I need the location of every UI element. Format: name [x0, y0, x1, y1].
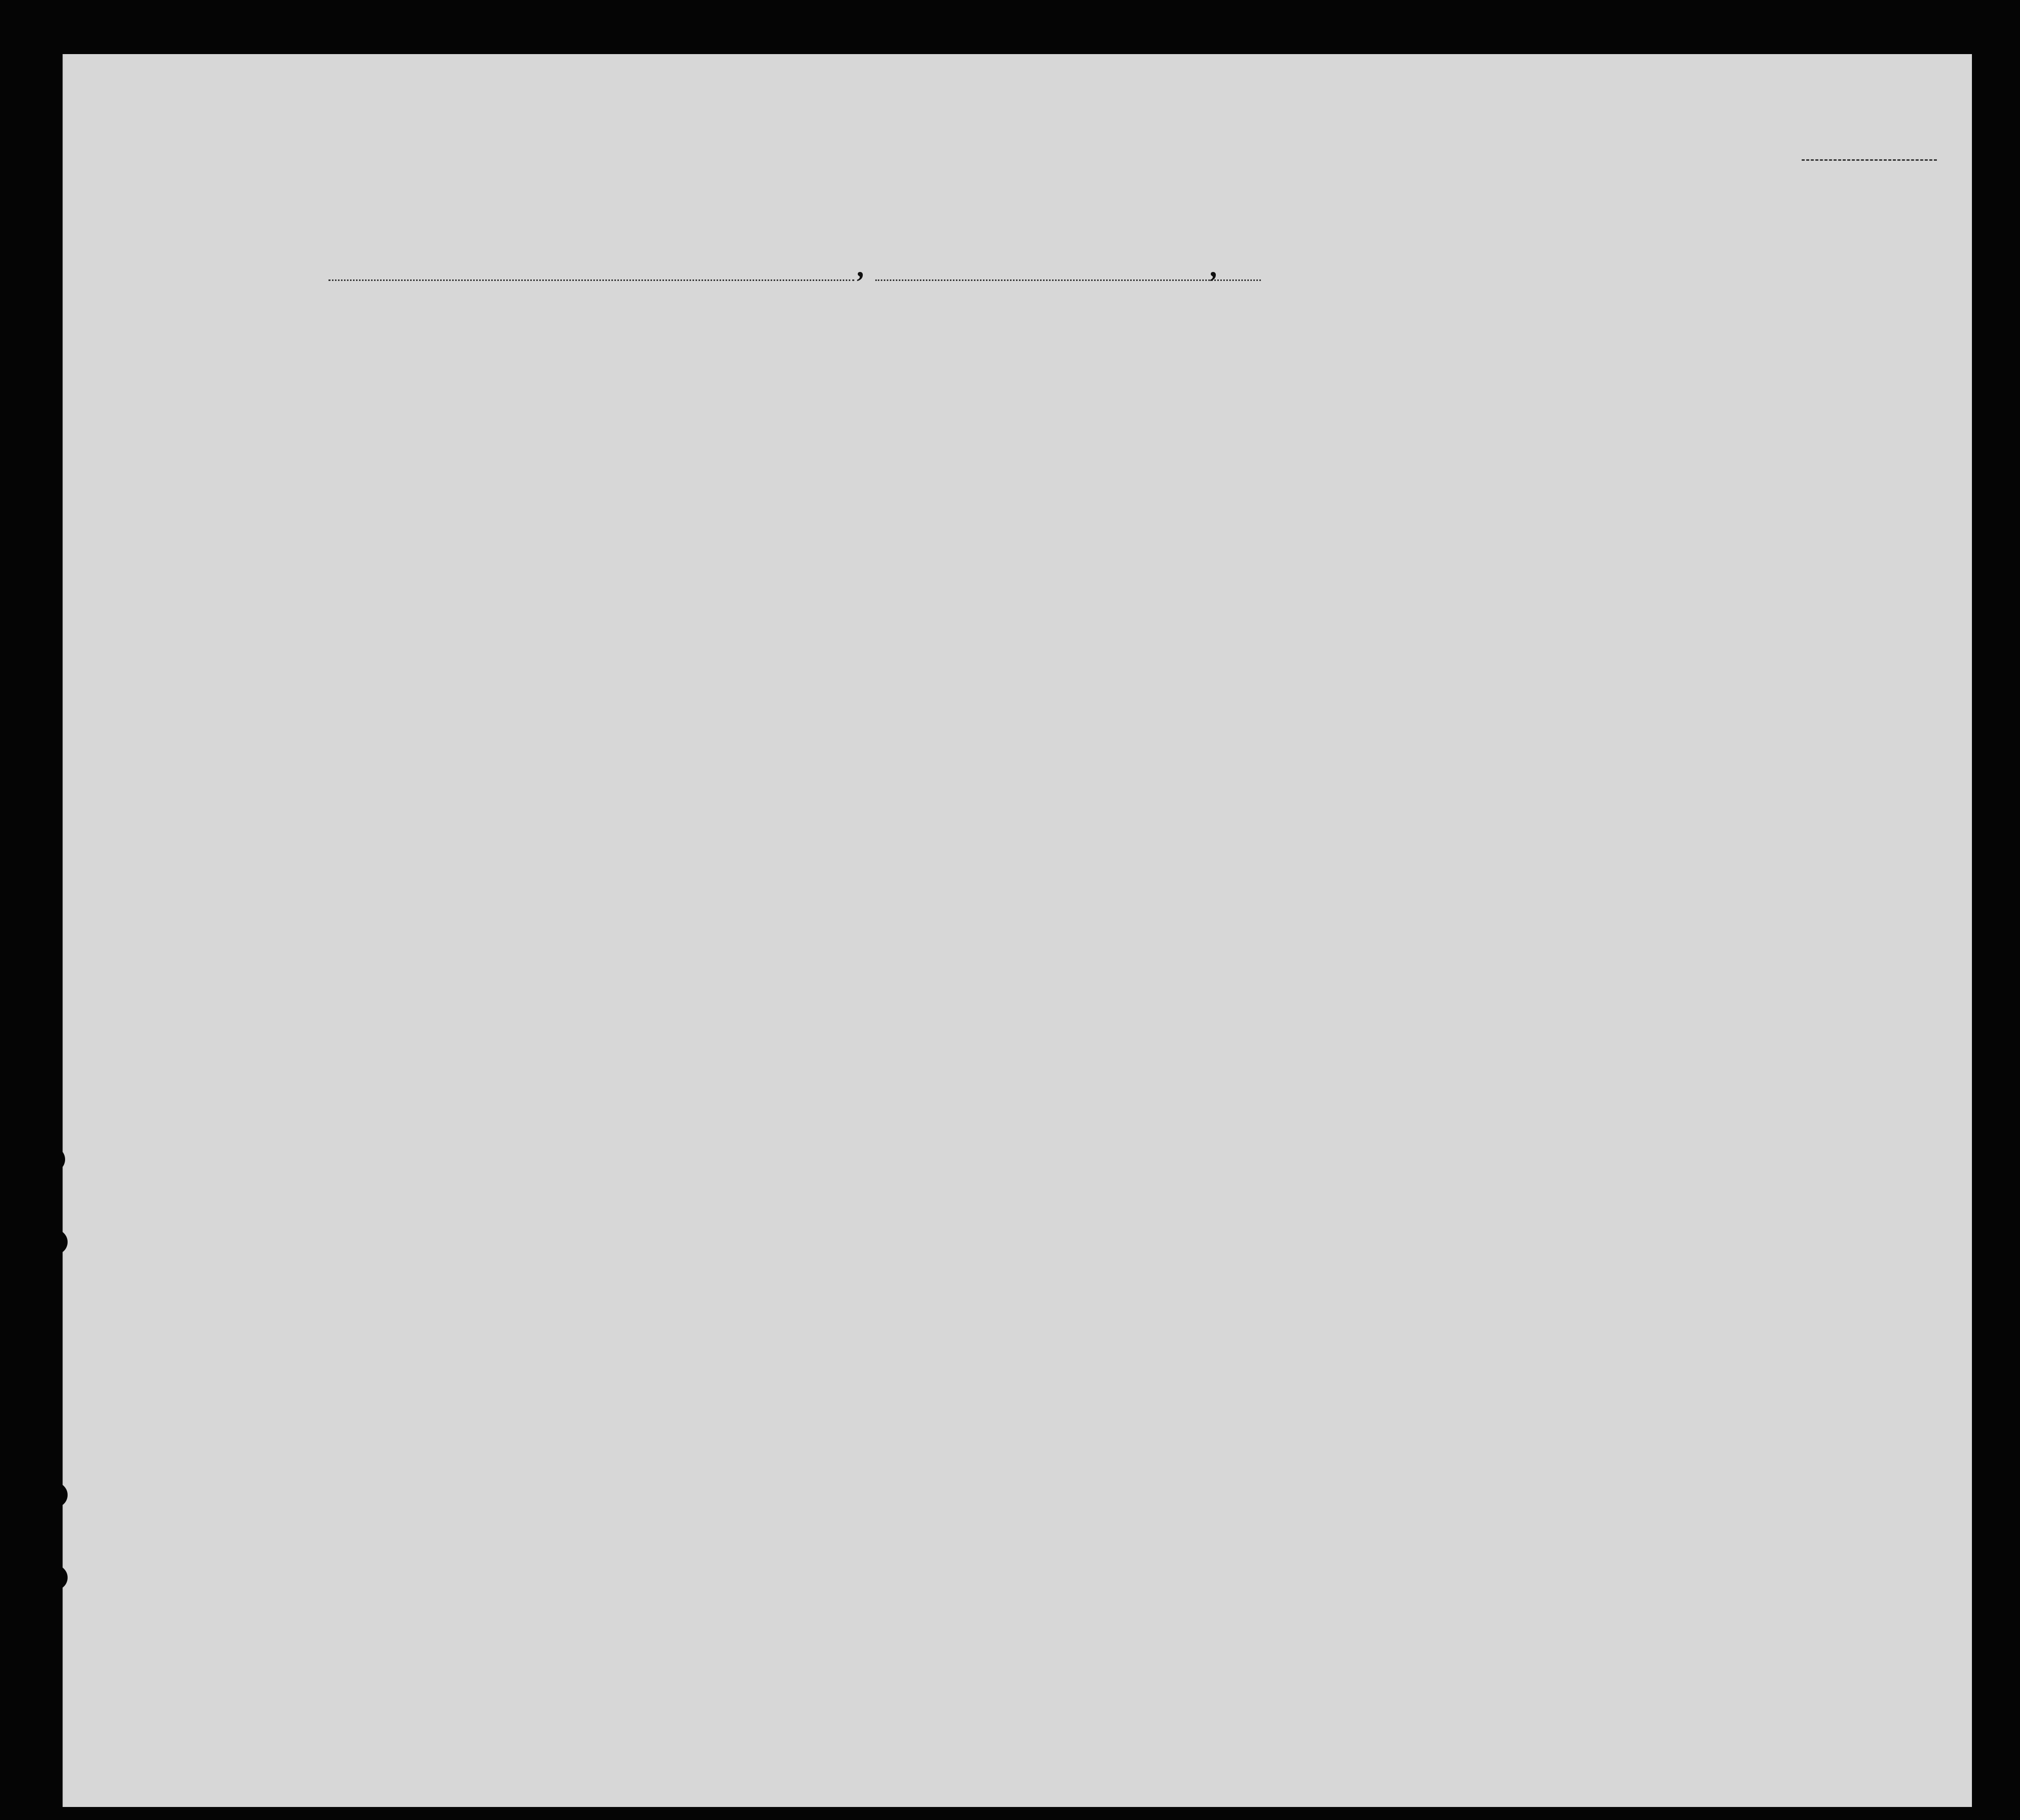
binder-hole	[43, 1565, 68, 1590]
binder-hole	[35, 273, 60, 298]
table-grid	[64, 54, 1972, 1807]
list-underline	[1802, 159, 1937, 161]
binder-hole	[43, 1230, 68, 1255]
date-underline	[875, 279, 1261, 281]
binder-hole	[43, 1482, 68, 1507]
manifest-sheet	[63, 54, 1972, 1807]
comma-2: ,	[1211, 250, 1218, 283]
binder-hole	[38, 356, 63, 381]
binder-hole	[40, 1147, 65, 1172]
comma-1: ,	[858, 250, 865, 283]
binder-hole	[35, 679, 60, 704]
binder-hole	[35, 603, 60, 629]
port-underline	[328, 279, 854, 281]
